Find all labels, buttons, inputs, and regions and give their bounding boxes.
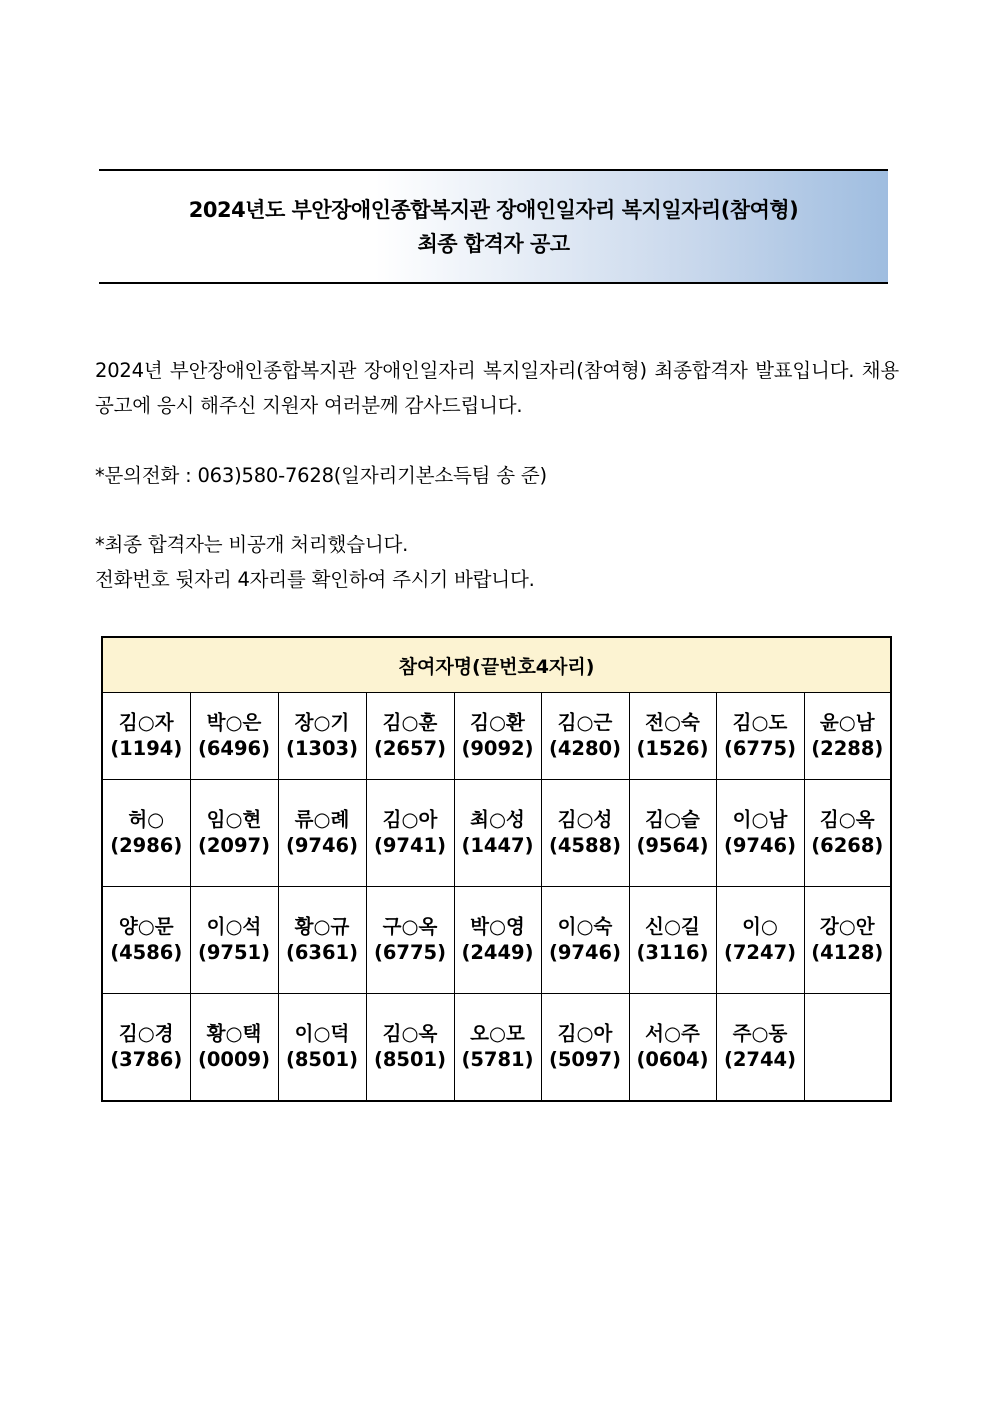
empty-cell <box>804 994 891 1102</box>
table-row <box>102 994 891 1102</box>
participant-name: 김○환 <box>470 711 525 734</box>
participant-code: (2288) <box>811 737 884 760</box>
participant-cell <box>541 994 629 1102</box>
participant-code: (8501) <box>285 1048 359 1071</box>
participant-name: 전○숙 <box>645 711 700 734</box>
participant-code: (2449) <box>461 941 534 964</box>
participant-cell <box>454 887 541 994</box>
participant-code: (2657) <box>373 737 447 760</box>
participant-name: 김○경 <box>118 1022 174 1045</box>
participant-code: (1303) <box>285 737 359 760</box>
participant-code: (4588) <box>548 834 622 857</box>
participant-name: 류○례 <box>294 808 350 831</box>
participant-cell <box>454 693 541 780</box>
participant-code: (2097) <box>197 834 271 857</box>
participant-cell <box>716 887 804 994</box>
participant-code: (3116) <box>636 941 709 964</box>
participant-name: 김○아 <box>382 808 438 831</box>
table-row <box>102 887 891 994</box>
participant-table <box>101 636 892 1102</box>
notice-line-2: 전화번호 뒷자리 4자리를 확인하여 주시기 바랍니다. <box>95 568 535 591</box>
participant-cell <box>629 994 716 1102</box>
title-banner <box>99 169 888 284</box>
participant-code: (1526) <box>636 737 709 760</box>
participant-cell <box>278 994 366 1102</box>
participant-name: 김○도 <box>732 711 788 734</box>
participant-cell <box>541 693 629 780</box>
participant-code: (6268) <box>811 834 884 857</box>
participant-name: 김○훈 <box>382 711 438 734</box>
participant-cell <box>102 693 190 780</box>
participant-cell <box>366 780 454 887</box>
participant-name: 구○옥 <box>382 915 438 938</box>
participant-cell <box>716 994 804 1102</box>
participant-name: 김○아 <box>557 1022 613 1045</box>
participant-name: 이○남 <box>732 808 788 831</box>
participant-code: (2986) <box>110 834 183 857</box>
participant-cell <box>804 887 891 994</box>
participant-cell <box>278 887 366 994</box>
notice-line-1: *최종 합격자는 비공개 처리했습니다. <box>95 533 409 556</box>
participant-name: 황○택 <box>206 1022 262 1045</box>
participant-name: 장○기 <box>294 711 350 734</box>
contact-line: *문의전화 : 063)580-7628(일자리기본소득팀 송 준) <box>95 464 547 487</box>
participant-name: 김○옥 <box>382 1022 438 1045</box>
participant-name: 오○모 <box>470 1022 525 1045</box>
table-row <box>102 693 891 780</box>
participant-cell <box>366 994 454 1102</box>
participant-cell <box>804 780 891 887</box>
participant-code: (9746) <box>723 834 797 857</box>
participant-code: (0009) <box>197 1048 271 1071</box>
participant-code: (4586) <box>110 941 183 964</box>
intro-paragraph: 2024년 부안장애인종합복지관 장애인일자리 복지일자리(참여형) 최종합격자 발표입니다. 채용공고에 응시 해주신 지원자 여러분께 감사드립니다. <box>95 359 899 417</box>
participant-cell <box>716 780 804 887</box>
participant-name: 윤○남 <box>819 711 875 734</box>
participant-cell <box>804 693 891 780</box>
participant-code: (1447) <box>461 834 534 857</box>
participant-code: (8501) <box>373 1048 447 1071</box>
participant-code: (6775) <box>723 737 797 760</box>
participant-code: (9751) <box>197 941 271 964</box>
participant-code: (9092) <box>461 737 534 760</box>
participant-code: (9564) <box>636 834 709 857</box>
participant-name: 서○주 <box>645 1022 700 1045</box>
participant-name: 김○자 <box>118 711 174 734</box>
table-header: 참여자명(끝번호4자리) <box>102 637 891 693</box>
participant-cell <box>629 887 716 994</box>
participant-code: (0604) <box>636 1048 709 1071</box>
participant-name: 최○성 <box>470 808 525 831</box>
participant-name: 김○성 <box>557 808 613 831</box>
participant-name: 이○숙 <box>557 915 613 938</box>
participant-code: (7247) <box>723 941 797 964</box>
notice-block <box>95 527 899 597</box>
participant-cell <box>541 780 629 887</box>
participant-cell <box>366 693 454 780</box>
participant-name: 양○문 <box>118 915 174 938</box>
title-line-2: 최종 합격자 공고 <box>417 231 570 256</box>
participant-cell <box>454 780 541 887</box>
participant-code: (5097) <box>548 1048 622 1071</box>
participant-cell <box>102 780 190 887</box>
participant-name: 허○ <box>128 808 165 831</box>
participant-name: 황○규 <box>294 915 350 938</box>
participant-cell <box>190 994 278 1102</box>
participant-name: 박○영 <box>470 915 525 938</box>
participant-code: (4280) <box>548 737 622 760</box>
participant-code: (9746) <box>548 941 622 964</box>
participant-cell <box>366 887 454 994</box>
table-row <box>102 780 891 887</box>
participant-cell <box>541 887 629 994</box>
participant-name: 강○안 <box>819 915 875 938</box>
participant-name: 임○현 <box>206 808 262 831</box>
participant-code: (5781) <box>461 1048 534 1071</box>
participant-code: (9741) <box>373 834 447 857</box>
participant-code: (6775) <box>373 941 447 964</box>
participant-name: 김○슬 <box>645 808 700 831</box>
participant-name: 이○ <box>742 915 778 938</box>
participant-name: 주○동 <box>732 1022 788 1045</box>
participant-name: 박○은 <box>206 711 262 734</box>
participant-name: 이○덕 <box>294 1022 350 1045</box>
participant-cell <box>629 693 716 780</box>
participant-cell <box>102 994 190 1102</box>
participant-code: (6361) <box>285 941 359 964</box>
participant-cell <box>102 887 190 994</box>
participant-name: 김○옥 <box>819 808 875 831</box>
participant-code: (3786) <box>110 1048 183 1071</box>
participant-code: (1194) <box>110 737 183 760</box>
participant-cell <box>629 780 716 887</box>
participant-code: (9746) <box>285 834 359 857</box>
title-line-1: 2024년도 부안장애인종합복지관 장애인일자리 복지일자리(참여형) <box>188 197 799 222</box>
participant-code: (4128) <box>811 941 884 964</box>
participant-name: 김○근 <box>557 711 613 734</box>
participant-code: (2744) <box>723 1048 797 1071</box>
participant-cell <box>190 780 278 887</box>
participant-name: 이○석 <box>206 915 262 938</box>
participant-cell <box>454 994 541 1102</box>
participant-cell <box>716 693 804 780</box>
participant-cell <box>278 693 366 780</box>
participant-cell <box>278 780 366 887</box>
participant-code: (6496) <box>197 737 271 760</box>
participant-name: 신○길 <box>645 915 700 938</box>
participant-cell <box>190 693 278 780</box>
participant-cell <box>190 887 278 994</box>
